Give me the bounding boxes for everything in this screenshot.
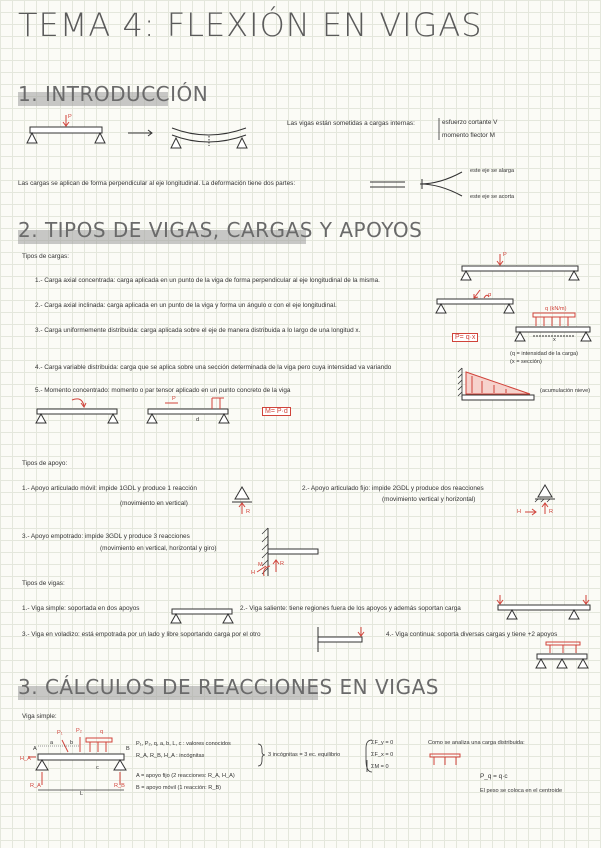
carga-5: 5.- Momento concentrado: momento o par tensor aplicado en un punto concreto de la viga	[35, 387, 291, 394]
x-note: (x = sección)	[510, 359, 542, 365]
calc-eq-text: 3 incógnitas = 3 ec. equilibrio	[268, 752, 341, 758]
d-label: d	[196, 417, 200, 423]
calc-centroid: El peso se coloca en el centroide	[480, 788, 563, 794]
intro-part-1: este eje se alarga	[470, 168, 515, 174]
p-label-c5: P	[172, 396, 176, 402]
calc-pq: P_q = q·c	[480, 773, 508, 780]
apoyo-1: 1.- Apoyo articulado móvil: impide 1GDL y produce 1 reacción	[22, 485, 197, 492]
viga-3: 3.- Viga en voladizo: está empotrada por un lado y libre soportando carga por el otro	[22, 631, 261, 638]
calc-known: P₁, P₂, q, a, b, L, c : valores conocidos	[136, 741, 231, 747]
carga-2: 2.- Carga axial inclinada: carga aplicada en un punto de la viga y forma un ángulo α con el eje longitudinal.	[35, 302, 337, 309]
calc-rb: R_B	[114, 783, 125, 789]
r-label-1: R	[246, 509, 251, 515]
section-3-heading: 3. CÁLCULOS DE REACCIONES EN VIGAS	[18, 675, 439, 699]
intro-internal-text: Las vigas están sometidas a cargas internas:	[287, 120, 415, 127]
calc-dist: Como se analiza una carga distribuida:	[428, 740, 525, 746]
m-formula: M= P·d	[262, 407, 291, 416]
viga-1: 1.- Viga simple: soportada en dos apoyos	[22, 605, 140, 612]
calc-eq-3: ΣM = 0	[371, 764, 389, 770]
calc-l: L	[80, 791, 84, 797]
cargas-heading: Tipos de cargas:	[22, 253, 70, 260]
calc-B: B	[126, 746, 130, 752]
calc-p1: P₁	[57, 730, 63, 736]
q-label: q (kN/m)	[545, 306, 567, 312]
intro-load-label: P	[68, 114, 72, 120]
calc-b: b	[70, 740, 74, 746]
apoyo-3b: (movimiento en vertical, horizontal y giro)	[100, 545, 217, 552]
calc-ha: H_A	[20, 756, 31, 762]
r-label-2: R	[549, 509, 554, 515]
intro-internal-2: momento flector M	[442, 132, 495, 139]
r-label-3: R	[280, 561, 285, 567]
apoyo-3: 3.- Apoyo empotrado: impide 3GDL y produce 3 reacciones	[22, 533, 190, 540]
calc-unknown: R_A, R_B, H_A : incógnitas	[136, 753, 205, 759]
calc-eq-1: ΣF_y = 0	[371, 740, 394, 746]
vigas-heading: Tipos de vigas:	[22, 580, 65, 587]
calc-fixed: A = apoyo fijo (2 reacciones: R_A, H_A)	[136, 773, 235, 779]
apoyo-1b: (movimiento en vertical)	[120, 500, 188, 507]
intro-internal-1: esfuerzo cortante V	[442, 119, 498, 126]
h-label-3: H	[251, 570, 256, 576]
p-formula: P= q·x	[452, 333, 478, 342]
calc-A: A	[33, 746, 37, 752]
m-label-3: M	[258, 562, 263, 568]
var-note: (acumulación nieve)	[540, 388, 591, 394]
carga-4: 4.- Carga variable distribuida: carga que se aplica sobre una sección determinada de la viga pero cuya intensidad va variando	[35, 364, 392, 371]
alpha-label: α	[488, 292, 492, 298]
carga-1: 1.- Carga axial concentrada: carga aplicada en un punto de la viga de forma perpendicular al eje longitudinal de la misma.	[35, 277, 380, 284]
calc-p2: P₂	[76, 728, 82, 734]
apoyos-heading: Tipos de apoyo:	[22, 460, 68, 467]
calc-eq-2: ΣF_x = 0	[371, 752, 394, 758]
calc-heading: Viga simple:	[22, 713, 57, 720]
h-label-2: H	[517, 509, 522, 515]
apoyo-2b: (movimiento vertical y horizontal)	[382, 496, 476, 503]
viga-2: 2.- Viga saliente: tiene regiones fuera de los apoyos y además soportan carga	[240, 605, 461, 612]
x-label: x	[553, 337, 556, 343]
viga-4: 4.- Viga continua: soporta diversas cargas y tiene +2 apoyos	[386, 631, 558, 638]
section-2-heading: 2. TIPOS DE VIGAS, CARGAS Y APOYOS	[18, 218, 423, 242]
calc-c: c	[96, 765, 99, 771]
calc-ra: R_A	[30, 783, 41, 789]
calc-q: q	[100, 729, 104, 735]
intro-perp-text: Las cargas se aplican de forma perpendicular al eje longitudinal. La deformación tiene dos partes:	[18, 180, 296, 187]
page-title: TEMA 4: FLEXIÓN EN VIGAS	[18, 6, 483, 44]
calc-mobile: B = apoyo móvil (1 reacción: R_B)	[136, 785, 222, 791]
apoyo-2: 2.- Apoyo articulado fijo: impide 2GDL y produce dos reacciones	[302, 485, 484, 492]
q-note: (q = intensidad de la carga)	[510, 351, 578, 357]
calc-a: a	[50, 740, 54, 746]
intro-part-2: este eje se acorta	[470, 194, 515, 200]
p-label-c1: P	[503, 252, 507, 258]
carga-3: 3.- Carga uniformemente distribuida: carga aplicada sobre el eje de manera distribuida a lo largo de una longitud x.	[35, 327, 361, 334]
section-1-heading: 1. INTRODUCCIÓN	[18, 82, 209, 106]
